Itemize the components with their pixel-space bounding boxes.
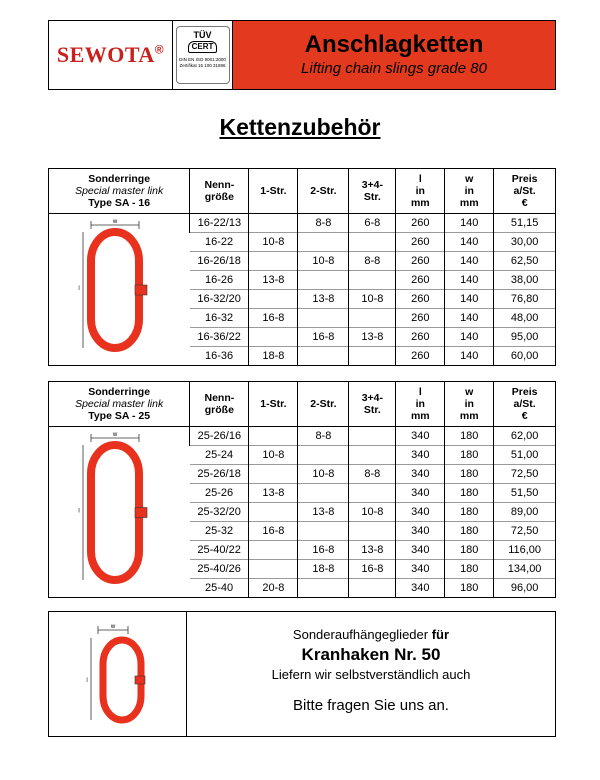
cell-width: 140 bbox=[445, 232, 494, 251]
cell-1-strand bbox=[249, 426, 298, 445]
col-header-width: w in mm bbox=[445, 169, 494, 213]
special-links-notice bbox=[48, 611, 556, 737]
cell-width: 140 bbox=[445, 346, 494, 365]
cell-size: 16-26 bbox=[190, 270, 249, 289]
cell-2-strand bbox=[298, 483, 349, 502]
col-header-3-4-strand: 3+4- Str. bbox=[349, 169, 396, 213]
cell-width: 140 bbox=[445, 308, 494, 327]
cell-price: 51,15 bbox=[494, 213, 555, 232]
cell-size: 16-32/20 bbox=[190, 289, 249, 308]
cell-1-strand bbox=[249, 540, 298, 559]
col-header-price: Preis a/St. € bbox=[494, 169, 555, 213]
cell-size: 16-22/13 bbox=[190, 213, 249, 232]
width-dimension-label: w bbox=[112, 432, 118, 439]
cell-2-strand: 18-8 bbox=[298, 559, 349, 578]
cell-3-4-strand: 10-8 bbox=[349, 502, 396, 521]
cell-1-strand bbox=[249, 559, 298, 578]
master-link-diagram bbox=[49, 213, 190, 365]
cell-size: 25-24 bbox=[190, 445, 249, 464]
cell-size: 25-32/20 bbox=[190, 502, 249, 521]
cell-3-4-strand: 10-8 bbox=[349, 289, 396, 308]
cell-length: 340 bbox=[396, 445, 445, 464]
cell-width: 140 bbox=[445, 289, 494, 308]
cell-length: 260 bbox=[396, 251, 445, 270]
cell-price: 60,00 bbox=[494, 346, 555, 365]
cell-size: 25-40 bbox=[190, 578, 249, 597]
cell-3-4-strand: 8-8 bbox=[349, 251, 396, 270]
cell-length: 340 bbox=[396, 521, 445, 540]
page-header bbox=[48, 20, 556, 90]
cell-price: 62,00 bbox=[494, 426, 555, 445]
page-title: Kettenzubehör bbox=[219, 114, 381, 140]
type-header bbox=[49, 169, 190, 213]
cell-2-strand bbox=[298, 445, 349, 464]
price-table bbox=[49, 382, 555, 597]
cell-size: 25-40/26 bbox=[190, 559, 249, 578]
table-header-row bbox=[49, 382, 555, 426]
type-header bbox=[49, 382, 190, 426]
master-link-diagram bbox=[49, 426, 190, 597]
table-header-row bbox=[49, 169, 555, 213]
cell-3-4-strand bbox=[349, 483, 396, 502]
cell-price: 89,00 bbox=[494, 502, 555, 521]
cell-1-strand bbox=[249, 289, 298, 308]
cell-size: 25-26 bbox=[190, 483, 249, 502]
master-link-icon bbox=[73, 622, 163, 726]
cell-1-strand: 16-8 bbox=[249, 308, 298, 327]
cell-size: 25-26/18 bbox=[190, 464, 249, 483]
cell-size: 16-36 bbox=[190, 346, 249, 365]
col-header-1-strand: 1-Str. bbox=[249, 169, 298, 213]
certification-logo bbox=[173, 21, 233, 89]
master-link-icon bbox=[67, 429, 171, 588]
notice-line-4: Bitte fragen Sie uns an. bbox=[293, 697, 449, 714]
col-header-size: Nenn- größe bbox=[190, 169, 249, 213]
cell-3-4-strand bbox=[349, 270, 396, 289]
cell-2-strand bbox=[298, 521, 349, 540]
cell-2-strand bbox=[298, 346, 349, 365]
notice-line-1: Sonderaufhängeglieder für bbox=[292, 627, 450, 642]
cell-width: 140 bbox=[445, 251, 494, 270]
col-header-2-strand: 2-Str. bbox=[298, 169, 349, 213]
header-title-block bbox=[233, 21, 555, 89]
cell-size: 25-32 bbox=[190, 521, 249, 540]
cell-1-strand bbox=[249, 327, 298, 346]
type-label: Type SA - 16 bbox=[88, 196, 151, 209]
cell-3-4-strand bbox=[349, 346, 396, 365]
cell-width: 180 bbox=[445, 502, 494, 521]
col-header-price: Preis a/St. € bbox=[494, 382, 555, 426]
cell-2-strand: 8-8 bbox=[298, 426, 349, 445]
cell-width: 180 bbox=[445, 445, 494, 464]
table-sa-16 bbox=[48, 168, 556, 366]
cell-length: 340 bbox=[396, 464, 445, 483]
length-dimension-label: l bbox=[78, 286, 80, 293]
header-subtitle: Lifting chain slings grade 80 bbox=[301, 60, 487, 77]
col-header-length: l in mm bbox=[396, 169, 445, 213]
cell-3-4-strand bbox=[349, 426, 396, 445]
col-header-3-4-strand: 3+4- Str. bbox=[349, 382, 396, 426]
cell-size: 16-22 bbox=[190, 232, 249, 251]
cell-1-strand: 10-8 bbox=[249, 445, 298, 464]
cell-width: 180 bbox=[445, 540, 494, 559]
table-sa-25 bbox=[48, 381, 556, 598]
cell-3-4-strand: 6-8 bbox=[349, 213, 396, 232]
cell-length: 260 bbox=[396, 289, 445, 308]
cell-length: 340 bbox=[396, 426, 445, 445]
tuv-cert-label: CERT bbox=[188, 41, 218, 53]
col-header-1-strand: 1-Str. bbox=[249, 382, 298, 426]
cell-2-strand: 8-8 bbox=[298, 213, 349, 232]
tuv-certificate-number: Zertifikat 15 100 31886 bbox=[179, 63, 226, 68]
cell-size: 25-26/16 bbox=[190, 426, 249, 445]
cell-3-4-strand: 16-8 bbox=[349, 559, 396, 578]
cell-price: 96,00 bbox=[494, 578, 555, 597]
cell-width: 180 bbox=[445, 559, 494, 578]
cell-3-4-strand bbox=[349, 578, 396, 597]
type-header-line: Sonderringe bbox=[88, 172, 151, 185]
cell-2-strand bbox=[298, 232, 349, 251]
cell-3-4-strand bbox=[349, 308, 396, 327]
cell-1-strand: 13-8 bbox=[249, 483, 298, 502]
cell-1-strand bbox=[249, 502, 298, 521]
tuv-cert-badge bbox=[176, 26, 230, 84]
cell-2-strand: 13-8 bbox=[298, 502, 349, 521]
cell-size: 16-36/22 bbox=[190, 327, 249, 346]
cell-width: 180 bbox=[445, 521, 494, 540]
cell-size: 25-40/22 bbox=[190, 540, 249, 559]
master-link-image bbox=[49, 612, 187, 736]
table-row bbox=[49, 213, 555, 232]
cell-size: 16-26/18 bbox=[190, 251, 249, 270]
cell-price: 30,00 bbox=[494, 232, 555, 251]
cell-price: 51,00 bbox=[494, 445, 555, 464]
width-dimension-label: w bbox=[110, 624, 115, 630]
header-title: Anschlagketten bbox=[304, 31, 484, 58]
tuv-standard: DIN EN ISO 9001:2000 bbox=[179, 57, 226, 62]
cell-price: 72,50 bbox=[494, 521, 555, 540]
width-dimension-label: w bbox=[112, 219, 118, 226]
master-link-icon bbox=[67, 216, 171, 356]
cell-width: 180 bbox=[445, 426, 494, 445]
notice-text bbox=[187, 612, 555, 736]
type-header-line: Special master link bbox=[75, 397, 164, 410]
cell-width: 140 bbox=[445, 327, 494, 346]
col-header-2-strand: 2-Str. bbox=[298, 382, 349, 426]
cell-price: 62,50 bbox=[494, 251, 555, 270]
brand-logo bbox=[49, 21, 173, 89]
cell-1-strand: 20-8 bbox=[249, 578, 298, 597]
cell-1-strand: 13-8 bbox=[249, 270, 298, 289]
notice-line-3: Liefern wir selbstverständlich auch bbox=[271, 667, 471, 682]
col-header-size: Nenn- größe bbox=[190, 382, 249, 426]
cell-1-strand bbox=[249, 213, 298, 232]
cell-3-4-strand bbox=[349, 445, 396, 464]
cell-price: 38,00 bbox=[494, 270, 555, 289]
col-header-length: l in mm bbox=[396, 382, 445, 426]
notice-line-2: Kranhaken Nr. 50 bbox=[301, 645, 441, 664]
cell-2-strand bbox=[298, 308, 349, 327]
tuv-title: TÜV bbox=[193, 30, 212, 40]
cell-length: 260 bbox=[396, 213, 445, 232]
length-dimension-label: l bbox=[85, 678, 88, 684]
cell-width: 140 bbox=[445, 270, 494, 289]
price-table bbox=[49, 169, 555, 365]
cell-2-strand: 13-8 bbox=[298, 289, 349, 308]
cell-price: 116,00 bbox=[494, 540, 555, 559]
cell-3-4-strand bbox=[349, 521, 396, 540]
type-header-line: Sonderringe bbox=[88, 385, 151, 398]
cell-length: 340 bbox=[396, 483, 445, 502]
cell-3-4-strand: 13-8 bbox=[349, 327, 396, 346]
cell-1-strand: 10-8 bbox=[249, 232, 298, 251]
cell-length: 260 bbox=[396, 232, 445, 251]
cell-1-strand: 16-8 bbox=[249, 521, 298, 540]
cell-length: 260 bbox=[396, 308, 445, 327]
cell-2-strand: 16-8 bbox=[298, 327, 349, 346]
cell-price: 76,80 bbox=[494, 289, 555, 308]
cell-price: 95,00 bbox=[494, 327, 555, 346]
col-header-width: w in mm bbox=[445, 382, 494, 426]
cell-3-4-strand: 8-8 bbox=[349, 464, 396, 483]
cell-length: 260 bbox=[396, 327, 445, 346]
cell-1-strand: 18-8 bbox=[249, 346, 298, 365]
type-header-line: Special master link bbox=[75, 184, 164, 197]
cell-1-strand bbox=[249, 464, 298, 483]
cell-price: 51,50 bbox=[494, 483, 555, 502]
cell-3-4-strand: 13-8 bbox=[349, 540, 396, 559]
cell-1-strand bbox=[249, 251, 298, 270]
cell-2-strand: 10-8 bbox=[298, 251, 349, 270]
cell-price: 134,00 bbox=[494, 559, 555, 578]
cell-2-strand bbox=[298, 270, 349, 289]
cell-2-strand: 10-8 bbox=[298, 464, 349, 483]
cell-size: 16-32 bbox=[190, 308, 249, 327]
cell-2-strand bbox=[298, 578, 349, 597]
cell-length: 340 bbox=[396, 559, 445, 578]
cell-width: 180 bbox=[445, 483, 494, 502]
cell-length: 260 bbox=[396, 346, 445, 365]
cell-width: 180 bbox=[445, 578, 494, 597]
cell-price: 48,00 bbox=[494, 308, 555, 327]
cell-length: 340 bbox=[396, 578, 445, 597]
cell-3-4-strand bbox=[349, 232, 396, 251]
cell-length: 340 bbox=[396, 540, 445, 559]
cell-price: 72,50 bbox=[494, 464, 555, 483]
table-row bbox=[49, 426, 555, 445]
length-dimension-label: l bbox=[78, 508, 80, 515]
cell-length: 340 bbox=[396, 502, 445, 521]
cell-width: 140 bbox=[445, 213, 494, 232]
brand-name: SEWOTA® bbox=[56, 42, 165, 67]
cell-length: 260 bbox=[396, 270, 445, 289]
cell-width: 180 bbox=[445, 464, 494, 483]
type-label: Type SA - 25 bbox=[88, 409, 151, 422]
cell-2-strand: 16-8 bbox=[298, 540, 349, 559]
